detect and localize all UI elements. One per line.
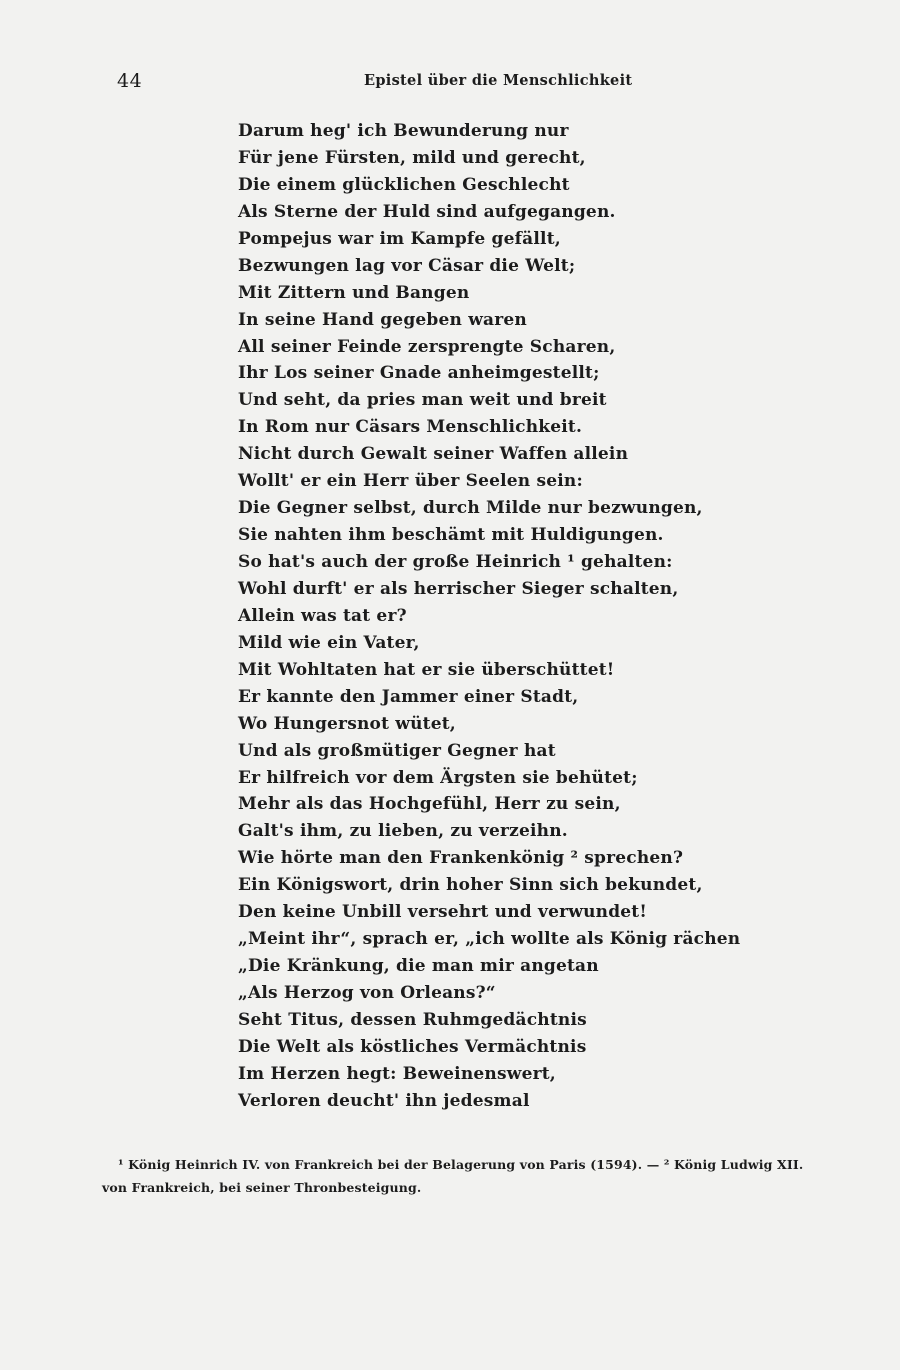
poem-line: Mit Wohltaten hat er sie überschüttet! — [238, 659, 615, 680]
poem-line: Ihr Los seiner Gnade anheimgestellt; — [238, 363, 600, 384]
footnotes — [102, 1153, 802, 1199]
poem-line: Galt's ihm, zu lieben, zu verzeihn. — [238, 821, 568, 842]
poem-line: Wollt' er ein Herr über Seelen sein: — [238, 471, 583, 492]
poem-text — [238, 118, 758, 1115]
poem-line: „Als Herzog von Orleans?“ — [238, 983, 496, 1003]
footnote-line: von Frankreich, bei seiner Thronbesteigung. — [102, 1180, 422, 1195]
poem-line: Als Sterne der Huld sind aufgegangen. — [238, 201, 616, 222]
poem-line: Allein was tat er? — [238, 605, 407, 626]
poem-line: Im Herzen hegt: Beweinenswert, — [238, 1063, 556, 1084]
poem-line: Seht Titus, dessen Ruhmgedächtnis — [238, 1009, 587, 1030]
poem-line: Für jene Fürsten, mild und gerecht, — [238, 147, 586, 168]
poem-line: „Die Kränkung, die man mir angetan — [238, 956, 599, 977]
poem-line: Und als großmütiger Gegner hat — [238, 740, 556, 761]
poem-line: Sie nahten ihm beschämt mit Huldigungen. — [238, 525, 664, 546]
poem-line: Die einem glücklichen Geschlecht — [238, 174, 570, 195]
poem-line: Wohl durft' er als herrischer Sieger schalten, — [238, 578, 679, 599]
poem-line: Die Welt als köstliches Vermächtnis — [238, 1036, 587, 1057]
poem-line: In Rom nur Cäsars Menschlichkeit. — [238, 417, 583, 438]
poem-line: „Meint ihr“, sprach er, „ich wollte als König rächen — [238, 929, 741, 950]
footnote-line: ¹ König Heinrich IV. von Frankreich bei der Belagerung von Paris (1594). — ² König Ludwig XII. — [118, 1157, 804, 1172]
poem-line: Wie hörte man den Frankenkönig ² sprechen? — [238, 848, 684, 869]
poem-line: So hat's auch der große Heinrich ¹ gehalten: — [238, 552, 673, 572]
poem-line: Er hilfreich vor dem Ärgsten sie behütet; — [238, 767, 638, 788]
poem-line: Bezwungen lag vor Cäsar die Welt; — [238, 255, 576, 276]
poem-line: In seine Hand gegeben waren — [238, 309, 527, 330]
poem-line: Mit Zittern und Bangen — [238, 282, 470, 303]
poem-line: Und seht, da pries man weit und breit — [238, 390, 607, 411]
poem-line: Die Gegner selbst, durch Milde nur bezwungen, — [238, 498, 703, 519]
poem-line: Ein Königswort, drin hoher Sinn sich bekundet, — [238, 875, 703, 896]
poem-line: Wo Hungersnot wütet, — [238, 713, 456, 734]
poem-line: Mehr als das Hochgefühl, Herr zu sein, — [238, 794, 621, 815]
poem-line: Nicht durch Gewalt seiner Waffen allein — [238, 444, 629, 465]
page-number: 44 — [117, 70, 143, 92]
poem-line: All seiner Feinde zersprengte Scharen, — [238, 336, 616, 357]
poem-line: Mild wie ein Vater, — [238, 632, 420, 653]
poem-line: Den keine Unbill versehrt und verwundet! — [238, 902, 648, 923]
running-title: Epistel über die Menschlichkeit — [364, 72, 633, 89]
poem-line: Pompejus war im Kampfe gefällt, — [238, 228, 561, 249]
poem-line: Er kannte den Jammer einer Stadt, — [238, 686, 579, 707]
poem-line: Verloren deucht' ihn jedesmal — [238, 1090, 530, 1111]
poem-line: Darum heg' ich Bewunderung nur — [238, 121, 569, 141]
